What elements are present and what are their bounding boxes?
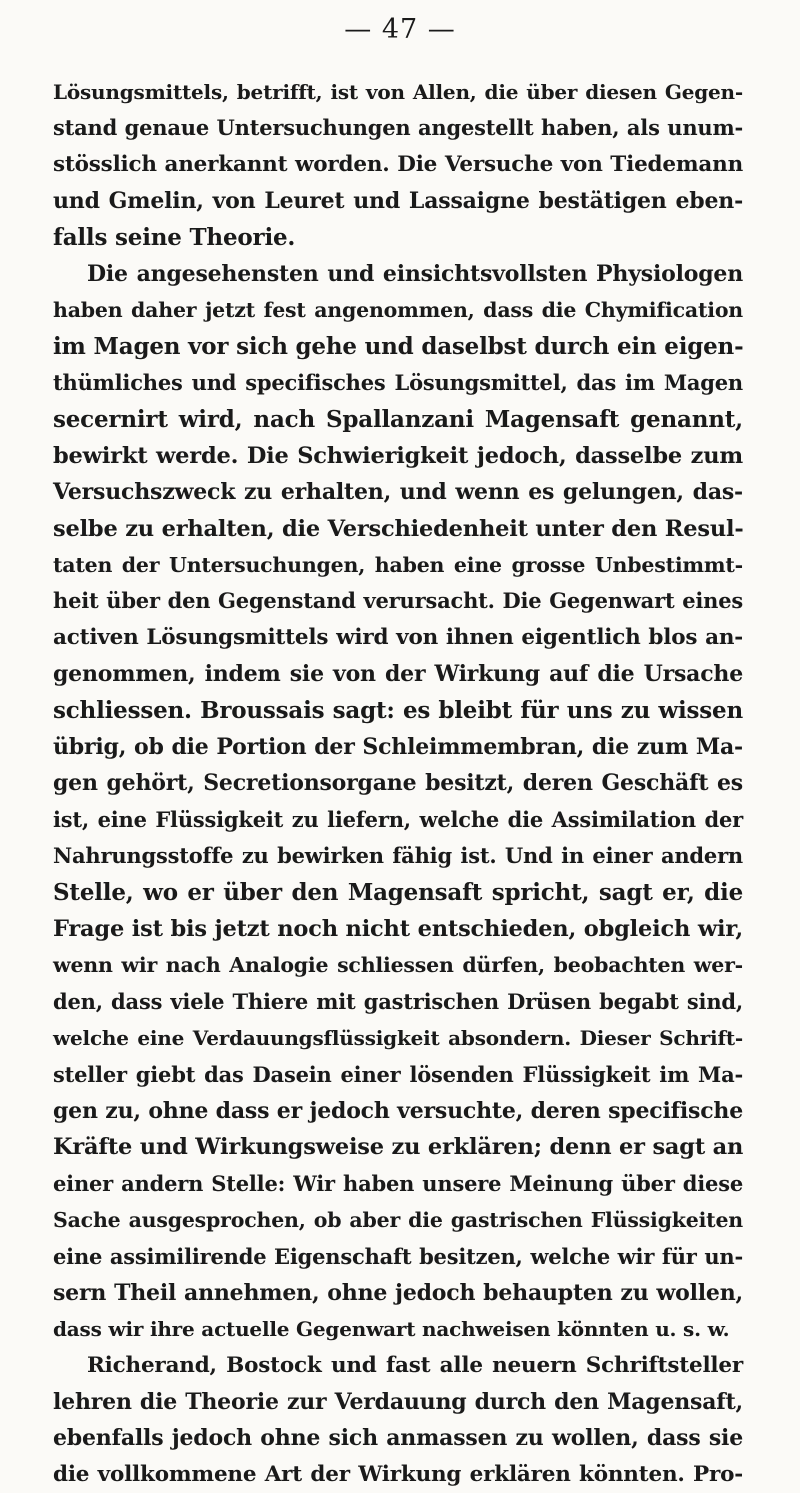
text-line: ist, eine Flüssigkeit zu liefern, welche die Assimilation der	[53, 806, 743, 832]
text-line: Kräfte und Wirkungsweise zu erklären; denn er sagt an	[53, 1134, 744, 1161]
text-line: steller giebt das Dasein einer lösenden Flüssigkeit im Ma-	[53, 1061, 743, 1087]
text-line: im Magen vor sich gehe und daselbst durch ein eigen-	[53, 332, 744, 360]
page-number: — 47 —	[344, 14, 456, 45]
text-line: einer andern Stelle: Wir haben unsere Meinung über diese	[53, 1170, 743, 1196]
text-line: und Gmelin, von Leuret und Lassaigne bestätigen eben-	[53, 188, 743, 215]
text-line: taten der Untersuchungen, haben eine grosse Unbestimmt-	[53, 553, 743, 578]
text-line: gen gehört, Secretionsorgane besitzt, deren Geschäft es	[53, 770, 743, 797]
text-line: sern Theil annehmen, ohne jedoch behaupten zu wollen,	[53, 1279, 743, 1306]
text-line: stand genaue Untersuchungen angestellt haben, als unum-	[53, 115, 743, 141]
text-line: Frage ist bis jetzt noch nicht entschieden, obgleich wir,	[53, 915, 743, 942]
text-line: bewirkt werde. Die Schwierigkeit jedoch, dasselbe zum	[53, 442, 743, 469]
text-line: Versuchszweck zu erhalten, und wenn es gelungen, das-	[53, 479, 743, 506]
text-line: die vollkommene Art der Wirkung erklären könnten. Pro-	[53, 1461, 743, 1487]
text-line: secernirt wird, nach Spallanzani Magensaft genannt,	[53, 405, 743, 433]
text-line: Die angesehensten und einsichtsvollsten Physiologen	[87, 260, 743, 287]
text-line: Stelle, wo er über den Magensaft spricht, sagt er, die	[53, 878, 743, 906]
text-line: Lösungsmittels, betrifft, ist von Allen, die über diesen Gegen-	[53, 80, 743, 104]
text-line: genommen, indem sie von der Wirkung auf die Ursache	[53, 661, 743, 688]
text-line: welche eine Verdauungsflüssigkeit absondern. Dieser Schrift-	[53, 1026, 743, 1051]
text-line: schliessen. Broussais sagt: es bleibt für uns zu wissen	[53, 696, 743, 724]
text-line: lehren die Theorie zur Verdauung durch den Magensaft,	[53, 1389, 743, 1416]
text-line: haben daher jetzt fest angenommen, dass die Chymification	[53, 298, 743, 323]
text-line: activen Lösungsmittels wird von ihnen eigentlich blos an-	[53, 624, 743, 650]
text-line: gen zu, ohne dass er jedoch versuchte, deren specifische	[53, 1097, 743, 1124]
text-line: Nahrungsstoffe zu bewirken fähig ist. Und in einer andern	[53, 843, 743, 869]
text-line: Richerand, Bostock und fast alle neuern Schriftsteller	[87, 1352, 743, 1378]
text-line: Sache ausgesprochen, ob aber die gastrischen Flüssigkeiten	[53, 1208, 743, 1233]
text-line: übrig, ob die Portion der Schleimmembran, die zum Ma-	[53, 734, 743, 761]
text-line: falls seine Theorie.	[53, 223, 296, 251]
text-line: ebenfalls jedoch ohne sich anmassen zu wollen, dass sie	[53, 1425, 743, 1452]
text-line: selbe zu erhalten, die Verschiedenheit unter den Resul-	[53, 515, 744, 542]
text-line: dass wir ihre actuelle Gegenwart nachweisen könnten u. s. w.	[53, 1317, 730, 1342]
text-line: heit über den Gegenstand verursacht. Die Gegenwart eines	[53, 588, 743, 614]
text-line: thümliches und specifisches Lösungsmittel, das im Magen	[53, 370, 743, 396]
text-line: eine assimilirende Eigenschaft besitzen, welche wir für un-	[53, 1243, 743, 1269]
body-text	[53, 74, 743, 1493]
text-line: stösslich anerkannt worden. Die Versuche von Tiedemann	[53, 151, 743, 177]
text-line: den, dass viele Thiere mit gastrischen Drüsen begabt sind,	[53, 988, 743, 1014]
text-line: wenn wir nach Analogie schliessen dürfen, beobachten wer-	[53, 953, 743, 978]
